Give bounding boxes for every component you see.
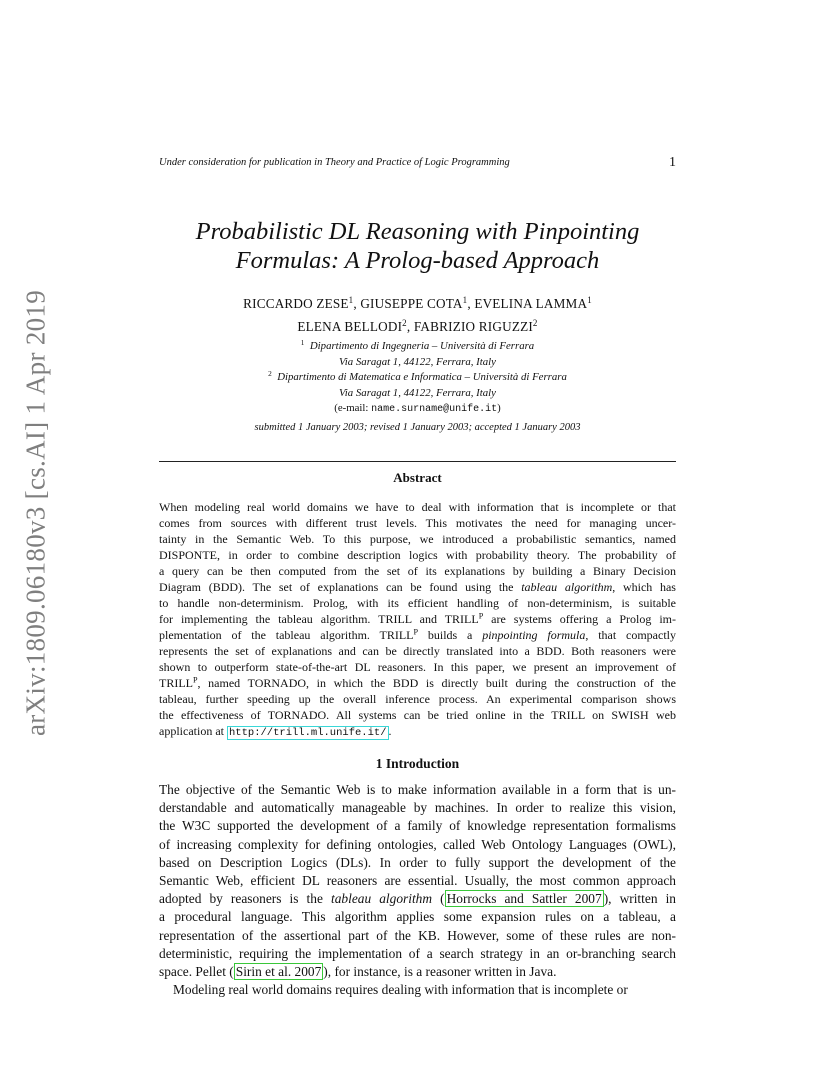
abstract-line: $TRILL^P$, named TORNADO, in which the BDD is directly built during the construction of the bbox=[159, 675, 676, 690]
email-address[interactable]: name.surname@unife.it bbox=[371, 404, 498, 416]
author-line-2: ELENA BELLODI$^2$, FABRIZIO RIGUZZI$^2$ bbox=[297, 318, 538, 334]
affiliation-2-address: Via Saragat 1, 44122, Ferrara, Italy bbox=[339, 386, 496, 399]
paper-title bbox=[159, 217, 676, 275]
body-line: derstandable and automatically manageable by machines. In order to realize this vision, bbox=[159, 800, 676, 816]
abstract-line: When modeling real world domains we have to deal with information that is incomplete or that bbox=[159, 500, 676, 514]
citation-sirin-2007[interactable]: Sirin et al. 2007 bbox=[235, 964, 322, 980]
body-line: space. Pellet ( Sirin et al. 2007 ), for instance, is a reasoner written in Java. bbox=[159, 964, 557, 980]
arxiv-side-stamp bbox=[12, 289, 60, 737]
page-number: 1 bbox=[669, 155, 676, 170]
body-line: of increasing complexity for defining ontologies, called Web Ontology Languages (OWL), bbox=[159, 836, 676, 852]
running-head bbox=[159, 157, 676, 173]
abstract-line: represents the set of explanations and can be directly translated into a BDD. Both reasoners were bbox=[159, 644, 676, 658]
abstract-line: the effectiveness of TORNADO. All systems can be tried online in the TRILL on SWISH web bbox=[159, 708, 676, 722]
affiliation-1-address: Via Saragat 1, 44122, Ferrara, Italy bbox=[339, 355, 496, 368]
affiliation-2: $^2$ Dipartimento di Matematica e Informatica – Università di Ferrara bbox=[268, 369, 567, 384]
abstract-line: to handle non-determinism. Prolog, with its efficient handling of non-determinism, is suitable bbox=[159, 596, 676, 610]
abstract-line: for implementing the tableau algorithm. TRILL and $TRILL^P$ are systems offering a Prolog im- bbox=[159, 611, 677, 626]
section-heading-introduction: 1 Introduction bbox=[375, 756, 460, 771]
abstract-line: tainty in the Semantic Web. To this purpose, we introduced a probabilistic semantics, named bbox=[159, 532, 676, 546]
affiliation-1: $^1$ Dipartimento di Ingegneria – Università di Ferrara bbox=[300, 337, 535, 352]
arxiv-identifier: arXiv:1809.06180v3 [cs.AI] 1 Apr 2019 bbox=[20, 289, 51, 737]
introduction-body bbox=[159, 781, 676, 999]
trill-url-link[interactable]: http://trill.ml.unife.it/ bbox=[228, 727, 387, 739]
body-line: Semantic Web, efficient DL reasoners are essential. Usually, the most common approach bbox=[159, 873, 676, 889]
abstract-line: shown to outperform state-of-the-art DL reasoners. In this paper, we present an improvement of bbox=[159, 660, 676, 674]
body-line: representation of the assertional part of the KB. However, some of these rules are non- bbox=[159, 927, 676, 943]
abstract-line: comes from sources with different trust levels. This motivates the need for managing uncer- bbox=[159, 516, 676, 530]
abstract-line: Diagram (BDD). The set of explanations can be found using the tableau algorithm, which has bbox=[159, 580, 676, 594]
running-head-text: Under consideration for publication in Theory and Practice of Logic Programming bbox=[159, 157, 510, 168]
body-line: a procedural language. This algorithm applies some expansion rules on a tableau, a bbox=[159, 909, 676, 925]
abstract-line: DISPONTE, in order to combine description logics with probability theory. The probability of bbox=[159, 548, 676, 562]
author-list bbox=[159, 292, 676, 338]
citation-horrocks-sattler-2007[interactable]: Horrocks and Sattler 2007 bbox=[446, 891, 602, 907]
affiliations bbox=[159, 339, 676, 418]
title-line-1: Probabilistic DL Reasoning with Pinpointing bbox=[195, 218, 640, 245]
abstract-line: plementation of the tableau algorithm. $TRILL^P$ builds a pinpointing formula, that compactly bbox=[159, 627, 676, 642]
contact-email: (e-mail: name.surname@unife.it) bbox=[334, 402, 501, 416]
body-line: adopted by reasoners is the tableau algorithm ( Horrocks and Sattler 2007 ), written in bbox=[159, 891, 676, 907]
body-line: deterministic, requiring the implementation of a search strategy in an or-branching search bbox=[159, 945, 676, 961]
abstract-line: a query can be then computed from the set of its explanations by building a Binary Decision bbox=[159, 564, 676, 578]
body-line: The objective of the Semantic Web is to make information available in a form that is un- bbox=[159, 782, 676, 797]
abstract-heading: Abstract bbox=[393, 470, 442, 485]
abstract-line: application at http://trill.ml.unife.it/ . bbox=[159, 724, 392, 739]
abstract-line: tableau, further speeding up the overall inference process. An experimental comparison shows bbox=[159, 692, 676, 706]
body-line: based on Description Logics (DLs). In order to fully support the development of the bbox=[159, 854, 676, 870]
author-line-1: RICCARDO ZESE$^1$, GIUSEPPE COTA$^1$, EVELINA LAMMA$^1$ bbox=[243, 295, 592, 311]
body-line: Modeling real world domains requires dealing with information that is incomplete or bbox=[173, 982, 628, 998]
abstract-body bbox=[159, 499, 676, 741]
title-line-2: Formulas: A Prolog-based Approach bbox=[235, 247, 600, 274]
submission-dates: submitted 1 January 2003; revised 1 January 2003; accepted 1 January 2003 bbox=[254, 422, 581, 433]
abstract-rule bbox=[159, 461, 676, 462]
body-line: the W3C supported the development of a family of knowledge representation formalisms bbox=[159, 818, 676, 834]
